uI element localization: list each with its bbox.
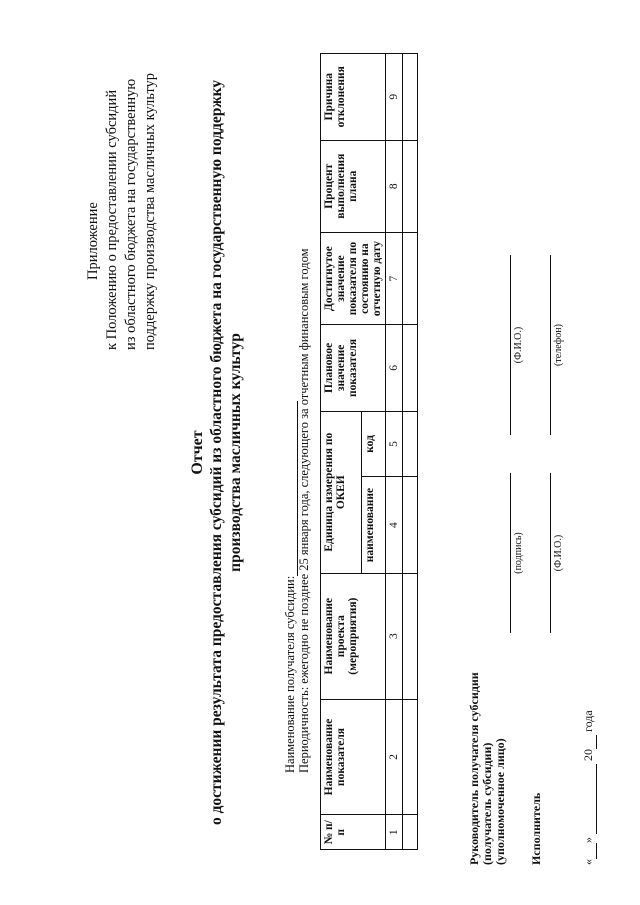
head-line-2: (получатель субсидии) <box>480 742 494 865</box>
executor-label: Исполнитель <box>529 792 543 865</box>
head-line-1: Руководитель получателя субсидии <box>467 672 481 865</box>
header-unit-code: код <box>361 411 385 477</box>
header-unit-group: Единица измерения по ОКЕИ <box>321 411 362 573</box>
date-year-prefix: 20 <box>581 749 595 761</box>
column-number: 3 <box>386 573 403 699</box>
header-unit-name: наименование <box>361 477 385 574</box>
executor-fio-line <box>550 473 551 633</box>
column-number-row <box>386 54 403 850</box>
table-cell <box>403 699 418 815</box>
table-cell <box>403 411 418 477</box>
header-num: № п/п <box>321 815 386 850</box>
date-quote-open: « <box>581 859 595 865</box>
report-title-block <box>188 20 245 885</box>
appendix-header <box>84 10 160 350</box>
date-quote-close: » <box>581 837 595 843</box>
report-title: Отчет <box>189 430 206 475</box>
header-reason: Причина отклонения <box>321 54 386 141</box>
head-signatory-label <box>468 672 507 865</box>
header-indicator: Наименование показателя <box>321 699 386 815</box>
appendix-title: Приложение <box>85 202 101 280</box>
report-meta <box>284 53 311 773</box>
signature-line <box>510 473 511 633</box>
appendix-line-2: из областного бюджета на государственную <box>123 78 139 350</box>
header-achieved: Достигнутое значение показателя по состоянию на отчетную дату <box>321 232 386 324</box>
header-planned: Плановое значение показателя <box>321 325 386 411</box>
phone-line <box>550 255 551 435</box>
column-number: 1 <box>386 815 403 850</box>
header-project: Наименование проекта (мероприятия) <box>321 573 386 699</box>
report-subtitle-line-2: производства масличных культур <box>227 333 244 572</box>
header-percent: Процент выполнения плана <box>321 140 386 232</box>
report-table <box>320 53 418 850</box>
date-year-line <box>581 735 597 749</box>
head-fio-caption: (Ф.И.О.) <box>513 326 524 364</box>
column-number: 4 <box>386 477 403 574</box>
recipient-row <box>284 53 298 773</box>
head-fio-line <box>510 255 511 435</box>
appendix-line-1: к Положению о предоставлении субсидий <box>104 89 120 350</box>
head-line-3: (уполномоченное лицо) <box>493 738 507 865</box>
column-number: 7 <box>386 232 403 324</box>
date-year-suffix: года <box>581 710 595 732</box>
recipient-label: Наименование получателя субсидии: <box>283 575 297 773</box>
table-cell <box>403 325 418 411</box>
table-cell <box>403 815 418 850</box>
appendix-line-3: поддержку производства масличных культур <box>142 73 158 350</box>
table-row-empty <box>403 54 418 850</box>
column-number: 6 <box>386 325 403 411</box>
report-subtitle-line-1: о достижении результата предоставления субсидий из областного бюджета на государственную поддержку <box>208 79 225 826</box>
table-header-row <box>321 54 362 850</box>
table-cell <box>403 232 418 324</box>
signature-caption: (подпись) <box>513 532 524 574</box>
date-day-line <box>581 843 597 859</box>
phone-caption: (телефон) <box>553 324 564 366</box>
column-number: 8 <box>386 140 403 232</box>
column-number: 9 <box>386 54 403 141</box>
date-month-line <box>581 764 597 834</box>
column-number: 2 <box>386 699 403 815</box>
table-cell <box>403 140 418 232</box>
table-cell <box>403 477 418 574</box>
date-line <box>581 710 597 865</box>
table-cell <box>403 54 418 141</box>
executor-fio-caption: (Ф.И.О.) <box>553 534 564 572</box>
periodicity-text: Периодичность: ежегодно не позднее 25 января года, следующего за отчетным финансовым годом <box>297 248 311 773</box>
column-number: 5 <box>386 411 403 477</box>
recipient-value-line <box>284 401 298 576</box>
table-cell <box>403 573 418 699</box>
